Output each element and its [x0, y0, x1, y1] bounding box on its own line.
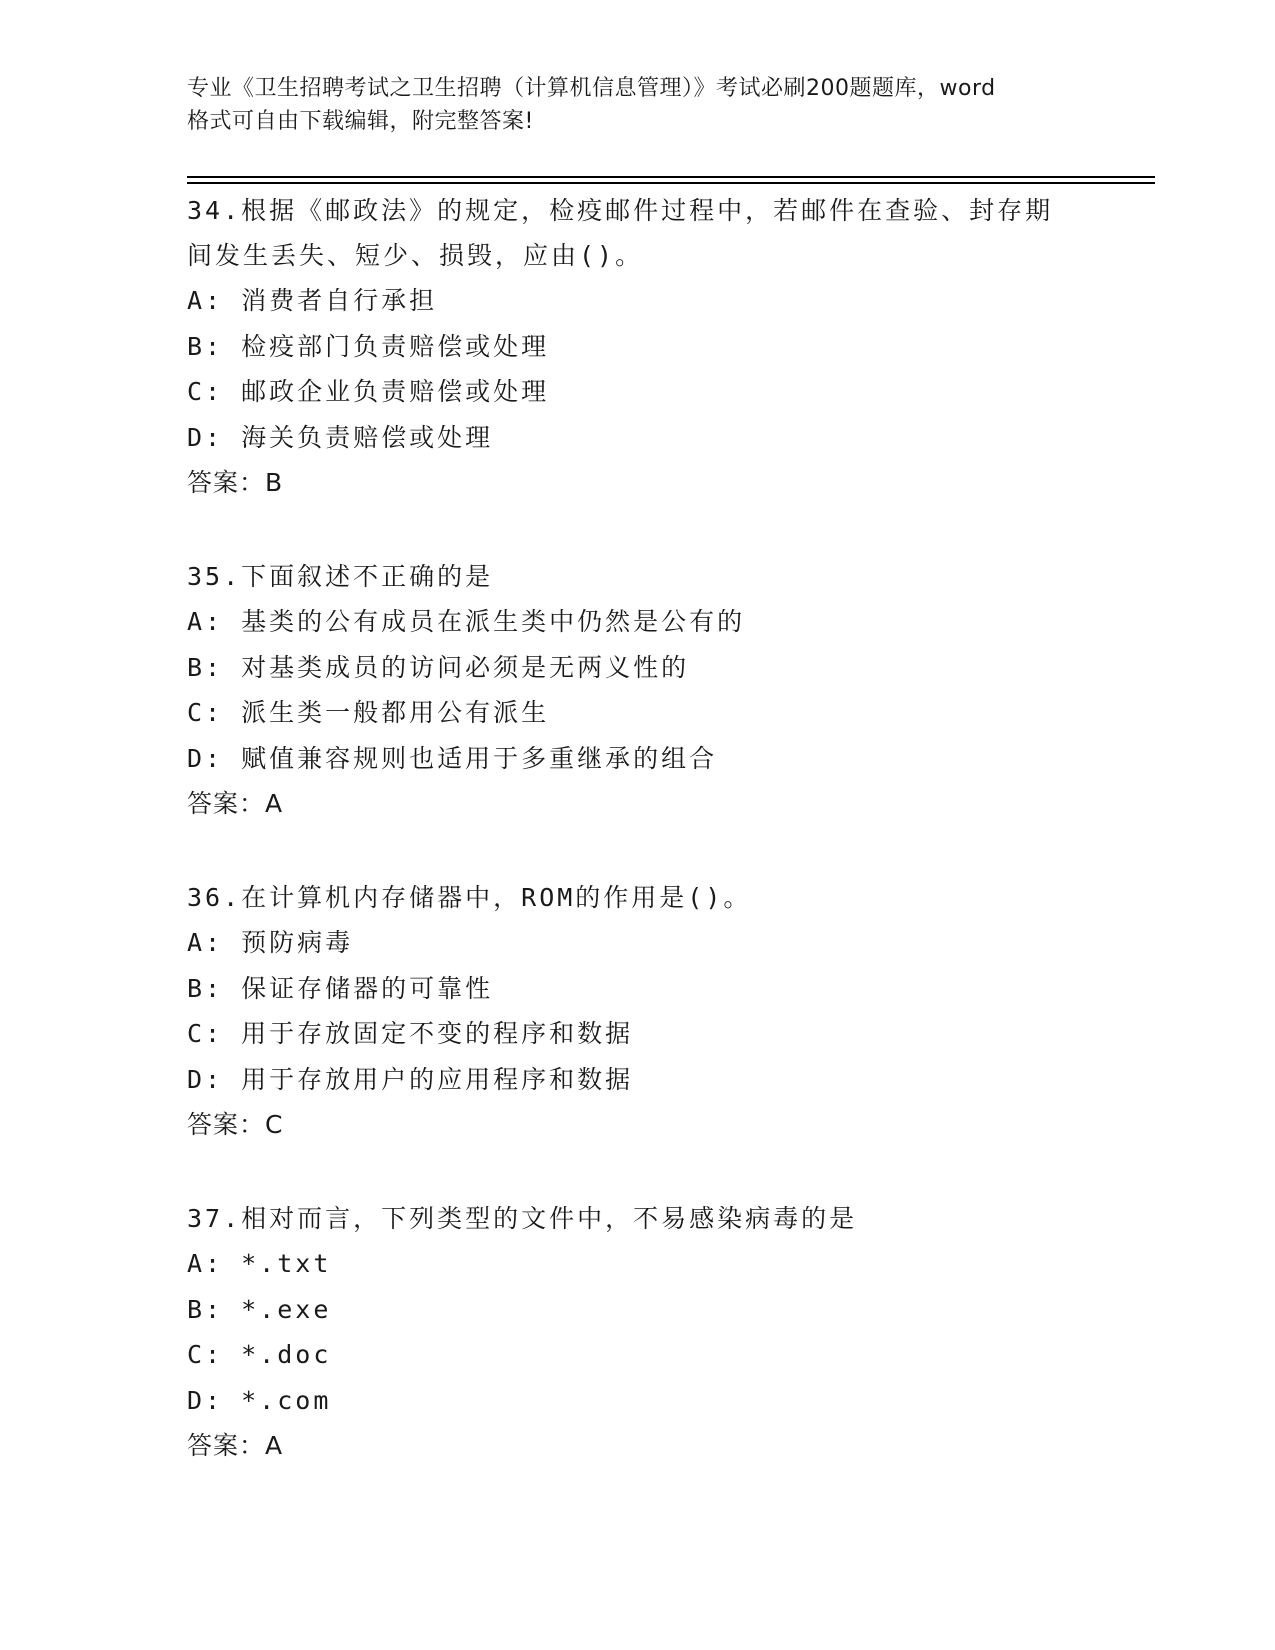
- option-letter: D:: [187, 422, 224, 452]
- question-36: [187, 875, 1147, 1147]
- option-text: 邮政企业负责赔偿或处理: [241, 377, 550, 406]
- option-b: [187, 1287, 1147, 1333]
- option-text: 对基类成员的访问必须是无两义性的: [241, 652, 690, 682]
- question-stem-line: 间发生丢失、短少、损毁，应由()。: [187, 241, 644, 270]
- question-35: [187, 554, 1147, 826]
- option-text: 海关负责赔偿或处理: [241, 422, 494, 452]
- header-line-2: 格式可自由下载编辑，附完整答案!: [187, 109, 534, 134]
- option-letter: B:: [187, 652, 224, 682]
- question-37: [187, 1196, 1147, 1468]
- option-text: *.doc: [241, 1340, 332, 1369]
- question-stem-line: 36.在计算机内存储器中，ROM的作用是()。: [187, 883, 752, 912]
- document-header: [187, 72, 1087, 138]
- option-letter: C:: [187, 377, 224, 406]
- option-a: [187, 599, 1147, 645]
- header-divider-bottom: [187, 182, 1155, 184]
- option-a: [187, 278, 1147, 324]
- option-letter: C:: [187, 698, 224, 727]
- option-letter: A:: [187, 928, 224, 957]
- answer-line: 答案：B: [187, 468, 284, 497]
- option-letter: C:: [187, 1340, 224, 1369]
- question-stem-line: 35.下面叙述不正确的是: [187, 562, 494, 591]
- option-c: [187, 1332, 1147, 1378]
- option-b: [187, 324, 1147, 370]
- option-c: [187, 690, 1147, 736]
- answer-line: 答案：A: [187, 789, 284, 818]
- question-stem-line: 34.根据《邮政法》的规定，检疫邮件过程中，若邮件在查验、封存期: [187, 196, 1054, 225]
- option-a: [187, 920, 1147, 966]
- option-letter: B:: [187, 973, 224, 1003]
- option-text: *.txt: [241, 1249, 332, 1278]
- option-text: *.exe: [241, 1294, 332, 1324]
- option-d: [187, 736, 1147, 782]
- answer-line: 答案：C: [187, 1110, 284, 1139]
- answer-line: 答案：A: [187, 1431, 284, 1460]
- option-text: 派生类一般都用公有派生: [241, 698, 550, 727]
- option-c: [187, 369, 1147, 415]
- option-text: 赋值兼容规则也适用于多重继承的组合: [241, 743, 718, 773]
- option-b: [187, 966, 1147, 1012]
- option-letter: D:: [187, 743, 224, 773]
- option-letter: D:: [187, 1064, 224, 1094]
- option-text: 保证存储器的可靠性: [241, 973, 494, 1003]
- option-text: 预防病毒: [241, 928, 354, 957]
- option-a: [187, 1241, 1147, 1287]
- option-text: *.com: [241, 1385, 332, 1415]
- option-text: 检疫部门负责赔偿或处理: [241, 331, 550, 361]
- option-letter: A:: [187, 1249, 224, 1278]
- option-letter: D:: [187, 1385, 224, 1415]
- option-text: 用于存放用户的应用程序和数据: [241, 1064, 634, 1094]
- option-text: 基类的公有成员在派生类中仍然是公有的: [241, 607, 746, 636]
- option-letter: A:: [187, 286, 224, 315]
- header-divider-top: [187, 176, 1155, 178]
- option-d: [187, 1057, 1147, 1103]
- question-stem-line: 37.相对而言，下列类型的文件中，不易感染病毒的是: [187, 1204, 858, 1233]
- option-letter: C:: [187, 1019, 224, 1048]
- question-34: [187, 188, 1147, 505]
- option-d: [187, 415, 1147, 461]
- option-b: [187, 645, 1147, 691]
- option-d: [187, 1378, 1147, 1424]
- option-c: [187, 1011, 1147, 1057]
- option-letter: A:: [187, 607, 224, 636]
- question-list: [187, 188, 1147, 1517]
- header-line-1: 专业《卫生招聘考试之卫生招聘（计算机信息管理）》考试必刷200题题库，word: [187, 76, 996, 101]
- option-text: 消费者自行承担: [241, 286, 438, 315]
- option-letter: B:: [187, 331, 224, 361]
- option-text: 用于存放固定不变的程序和数据: [241, 1019, 634, 1048]
- option-letter: B:: [187, 1294, 224, 1324]
